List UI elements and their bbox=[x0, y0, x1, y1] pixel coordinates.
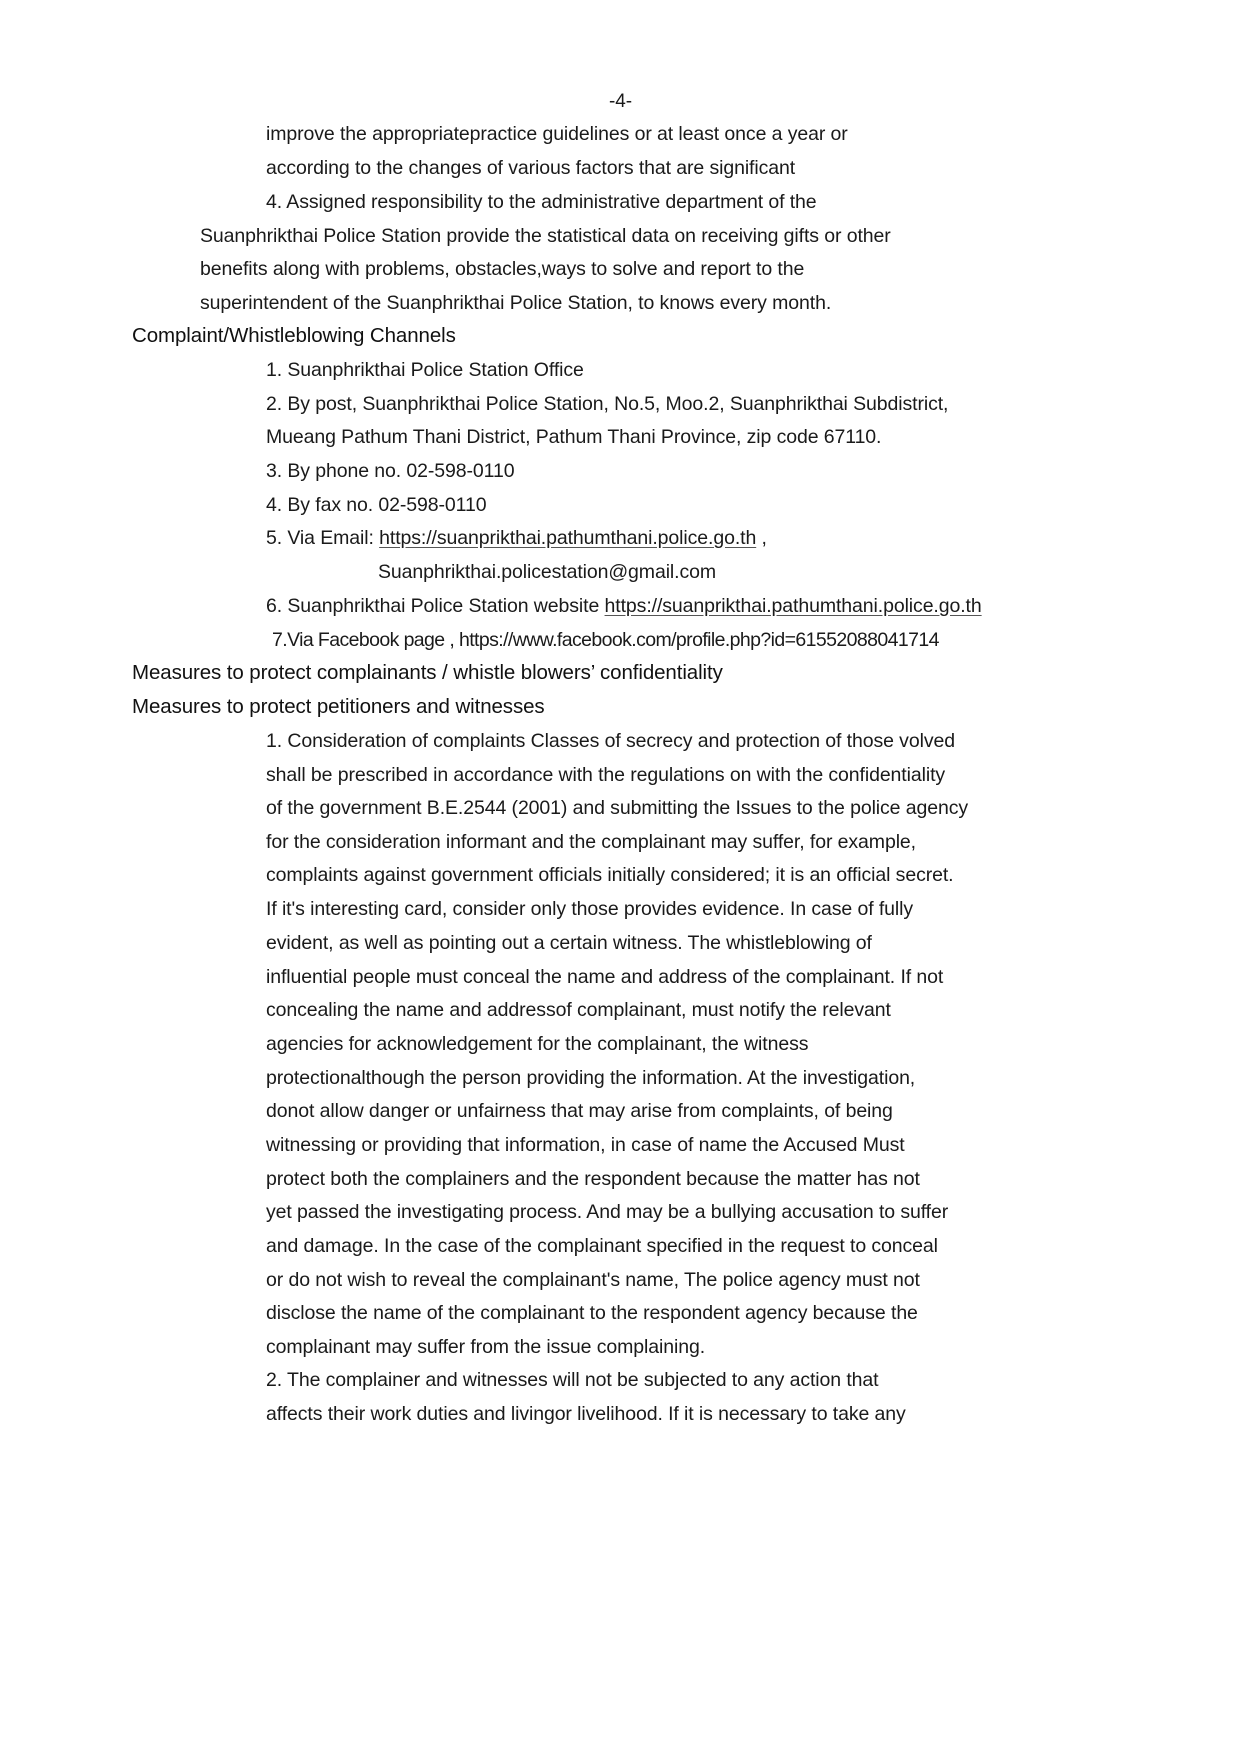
para1-line-8: influential people must conceal the name and address of the complainant. If not bbox=[266, 966, 944, 988]
channel-facebook: 7.Via Facebook page , https://www.facebook.com/profile.php?id=61552088041714 bbox=[272, 629, 939, 651]
para1-line-4: for the consideration informant and the complainant may suffer, for example, bbox=[266, 831, 916, 853]
intro-line-2: according to the changes of various factors that are significant bbox=[266, 157, 796, 179]
para1-line-15: yet passed the investigating process. And may be a bullying accusation to suffer bbox=[266, 1201, 949, 1223]
website-link[interactable]: https://suanprikthai.pathumthani.police.go.th bbox=[604, 595, 982, 617]
para1-line-3: of the government B.E.2544 (2001) and submitting the Issues to the police agency bbox=[266, 797, 969, 819]
para1-line-12: donot allow danger or unfairness that may arise from complaints, of being bbox=[266, 1100, 893, 1122]
channel-office: 1. Suanphrikthai Police Station Office bbox=[266, 359, 584, 381]
channel-fax: 4. By fax no. 02-598-0110 bbox=[266, 494, 487, 516]
para1-line-17: or do not wish to reveal the complainant's name, The police agency must not bbox=[266, 1269, 920, 1291]
para1-line-2: shall be prescribed in accordance with the regulations on with the confidentiality bbox=[266, 764, 946, 786]
para1-line-13: witnessing or providing that information, in case of name the Accused Must bbox=[266, 1134, 905, 1156]
measures-heading-witnesses: Measures to protect petitioners and witnesses bbox=[132, 695, 545, 718]
para2-line-2: affects their work duties and livingor livelihood. If it is necessary to take any bbox=[266, 1403, 906, 1425]
channel-phone: 3. By phone no. 02-598-0110 bbox=[266, 460, 515, 482]
para1-line-1: 1. Consideration of complaints Classes of secrecy and protection of those volved bbox=[266, 730, 955, 752]
channel-website-line bbox=[266, 594, 982, 618]
page-number: -4- bbox=[609, 91, 632, 112]
para1-line-7: evident, as well as pointing out a certain witness. The whistleblowing of bbox=[266, 932, 872, 954]
channel-email-line bbox=[266, 526, 767, 550]
channel-email-prefix: 5. Via Email: bbox=[266, 527, 380, 549]
item4-line-3: benefits along with problems, obstacles,ways to solve and report to the bbox=[200, 258, 805, 280]
para1-line-16: and damage. In the case of the complainant specified in the request to conceal bbox=[266, 1235, 938, 1257]
para1-line-6: If it's interesting card, consider only those provides evidence. In case of fully bbox=[266, 898, 914, 920]
para2-line-1: 2. The complainer and witnesses will not be subjected to any action that bbox=[266, 1369, 879, 1391]
measures-heading-confidentiality: Measures to protect complainants / whistle blowers’ confidentiality bbox=[132, 661, 723, 684]
para1-line-5: complaints against government officials initially considered; it is an official secret. bbox=[266, 864, 954, 886]
para1-line-14: protect both the complainers and the respondent because the matter has not bbox=[266, 1168, 920, 1190]
para1-line-18: disclose the name of the complainant to the respondent agency because the bbox=[266, 1302, 918, 1324]
channel-post-line-2: Mueang Pathum Thani District, Pathum Thani Province, zip code 67110. bbox=[266, 426, 882, 448]
channel-post-line-1: 2. By post, Suanphrikthai Police Station, No.5, Moo.2, Suanphrikthai Subdistrict, bbox=[266, 393, 949, 415]
intro-line-1: improve the appropriatepractice guidelines or at least once a year or bbox=[266, 123, 848, 145]
channel-email-address: Suanphrikthai.policestation@gmail.com bbox=[378, 561, 717, 583]
para1-line-19: complainant may suffer from the issue complaining. bbox=[266, 1336, 706, 1358]
para1-line-11: protectionalthough the person providing the information. At the investigation, bbox=[266, 1067, 916, 1089]
para1-line-10: agencies for acknowledgement for the complainant, the witness bbox=[266, 1033, 809, 1055]
item4-line-1: 4. Assigned responsibility to the administrative department of the bbox=[266, 191, 817, 213]
channel-website-prefix: 6. Suanphrikthai Police Station website bbox=[266, 595, 605, 617]
channel-email-suffix: , bbox=[756, 527, 767, 549]
item4-line-4: superintendent of the Suanphrikthai Police Station, to knows every month. bbox=[200, 292, 832, 314]
email-link[interactable]: https://suanprikthai.pathumthani.police.go.th bbox=[379, 527, 757, 549]
item4-line-2: Suanphrikthai Police Station provide the statistical data on receiving gifts or other bbox=[200, 225, 891, 247]
channels-heading: Complaint/Whistleblowing Channels bbox=[132, 324, 456, 347]
para1-line-9: concealing the name and addressof complainant, must notify the relevant bbox=[266, 999, 891, 1021]
